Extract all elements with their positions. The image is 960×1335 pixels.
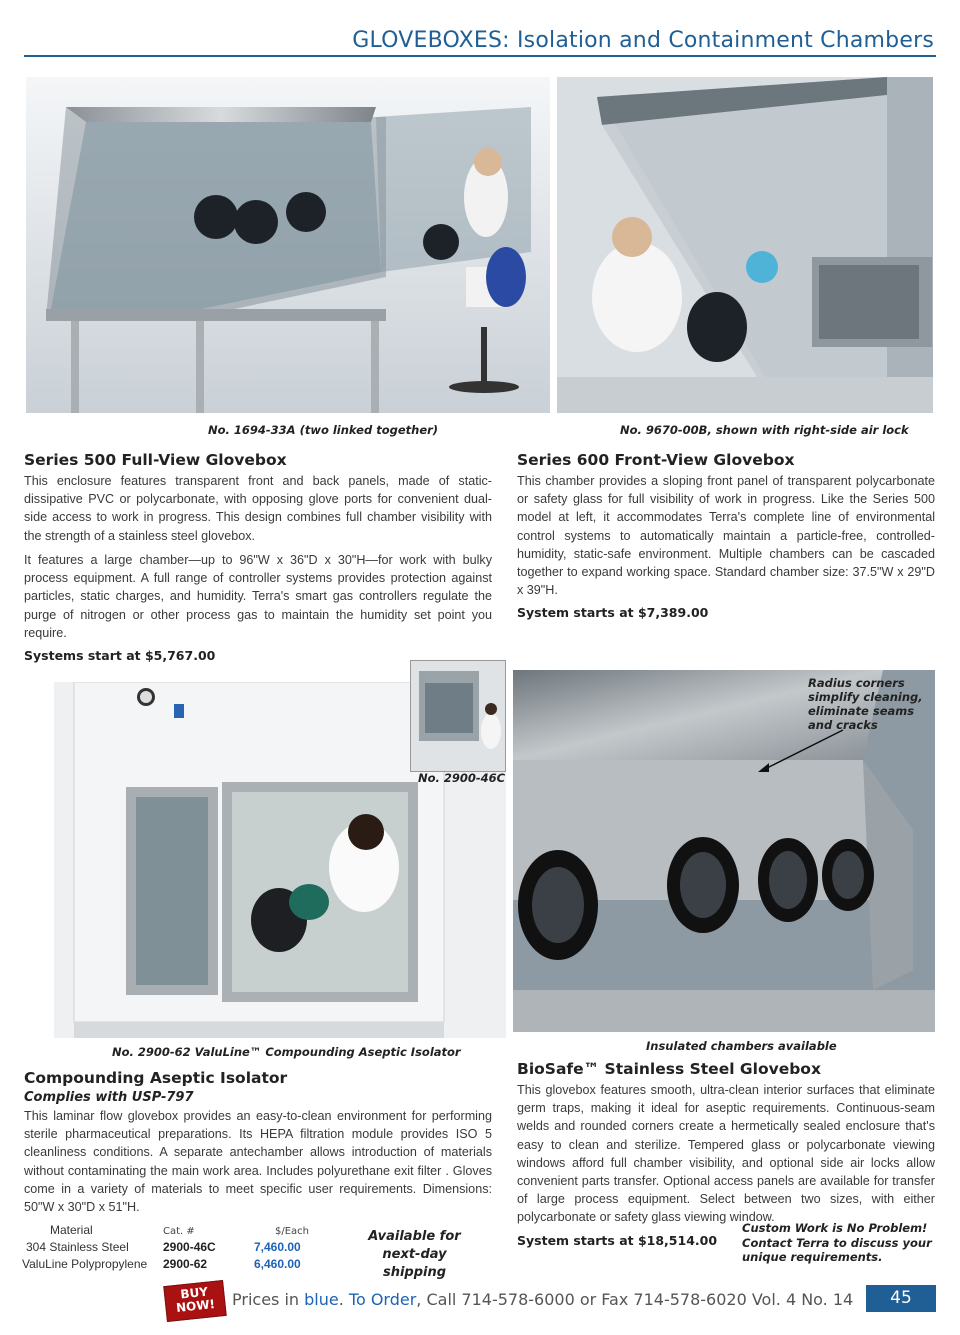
availability-note: Available for next-day shipping [368,1229,461,1280]
footer-contact-text: , Call 714-578-6000 or Fax 714-578-6020 Vol. 4 No. 14 [416,1290,854,1309]
isolator-title: Compounding Aseptic Isolator [24,1069,288,1087]
isolator-para1: This laminar flow glovebox provides an easy-to-clean environment for performing sterile pharmaceutical preparations. Its HEPA filtration module provides ISO 5 cleanliness conditions. A separate antechamber allows introduction of materials without contaminating the main work area. Includes polyurethane exit filter . Gloves come in a variety of materials to meet specific user requirements. Dimensions: 50"W x 30"D x 51"H. [24,1109,492,1215]
table-row-price: 6,460.00 [254,1257,301,1271]
footer-prices-prefix: Prices in [232,1290,305,1309]
biosafe-callout: Radius corners simplify cleaning, eliminate seams and cracks [808,676,923,732]
series600-photo [557,77,933,413]
isolator-subtitle: Complies with USP-797 [24,1090,194,1105]
series600-para1: This chamber provides a sloping front panel of transparent polycarbonate or safety glass for full visibility of work in progress. Like the Series 500 model at left, it accommodates Terra's complete line of environmental control systems to automatically maintain a particle-free, controlled-humidity, static-safe environment. Multiple chambers can be cascaded together to expand working space. Standard chamber size: 37.5"W x 29"D x 39"H. [517,474,935,598]
header-rule [24,55,936,57]
table-row-cat: 2900-46C [163,1240,216,1254]
biosafe-price: System starts at $18,514.00 [517,1233,718,1248]
buy-now-line2: NOW! [175,1296,216,1315]
series600-caption: No. 9670-00B, shown with right-side air lock [620,423,909,437]
table-row-cat: 2900-62 [163,1257,208,1271]
series500-caption: No. 1694-33A (two linked together) [208,423,439,437]
buy-now-badge[interactable] [163,1280,226,1322]
biosafe-caption: Insulated chambers available [646,1039,837,1053]
biosafe-para1: This glovebox features smooth, ultra-clean interior surfaces that eliminate germ traps, making it ideal for aseptic requirements. Continuous-seam welds and rounded corners create a hermetically sealed enclosure that's easy to clean and sterilize. Tempered glass or polycarbonate viewing windows afford full chamber visibility, and optional side air locks allow convenient parts transfer. Optional access panels are available for transfer of large process equipment. Select between two sizes, with either polycarbonate or safety glass viewing window. [517,1083,935,1225]
table-row-price: 7,460.00 [254,1240,301,1254]
table-row-material: 304 Stainless Steel [26,1240,129,1254]
footer-contact [232,1290,853,1309]
page-title: GLOVEBOXES: Isolation and Containment Chambers [352,28,934,53]
custom-work-note: Custom Work is No Problem! Contact Terra to discuss your unique requirements. [742,1221,932,1264]
table-header-cat: Cat. # [163,1226,195,1237]
page-number: 45 [866,1285,936,1312]
table-header-material: Material [50,1223,93,1237]
table-header-price: $/Each [275,1226,310,1237]
series500-photo [26,77,550,413]
isolator-inset-photo [410,660,506,772]
series600-price: System starts at $7,389.00 [517,605,709,620]
footer-prices-blue: blue [304,1290,339,1309]
series600-title: Series 600 Front-View Glovebox [517,451,795,469]
footer-order-link[interactable]: To Order [348,1290,417,1309]
biosafe-title: BioSafe™ Stainless Steel Glovebox [517,1060,821,1078]
footer-sep: . [338,1290,349,1309]
series500-price: Systems start at $5,767.00 [24,648,216,663]
table-row-material: ValuLine Polypropylene [22,1257,148,1271]
series500-para2: It features a large chamber—up to 96"W x 36"D x 30"H—for work with bulky process equipment. A full range of controller systems provides protection against particles, static charges, and humidity. Terra's smart gas controllers regulate the purge of nitrogen or other process gas to maintain the humidity set point you require. [24,553,492,640]
series500-para1: This enclosure features transparent front and back panels, made of static-dissipative PVC or polycarbonate, with opposing glove ports for convenient dual-side access to work in progress. This design combines full chamber visibility with the strength of a stainless steel glovebox. [24,474,492,543]
isolator-caption: No. 2900-62 ValuLine™ Compounding Aseptic Isolator [112,1045,461,1059]
isolator-inset-caption: No. 2900-46C [418,771,506,785]
buy-now-line1: BUY [179,1284,209,1302]
series500-title: Series 500 Full-View Glovebox [24,451,287,469]
